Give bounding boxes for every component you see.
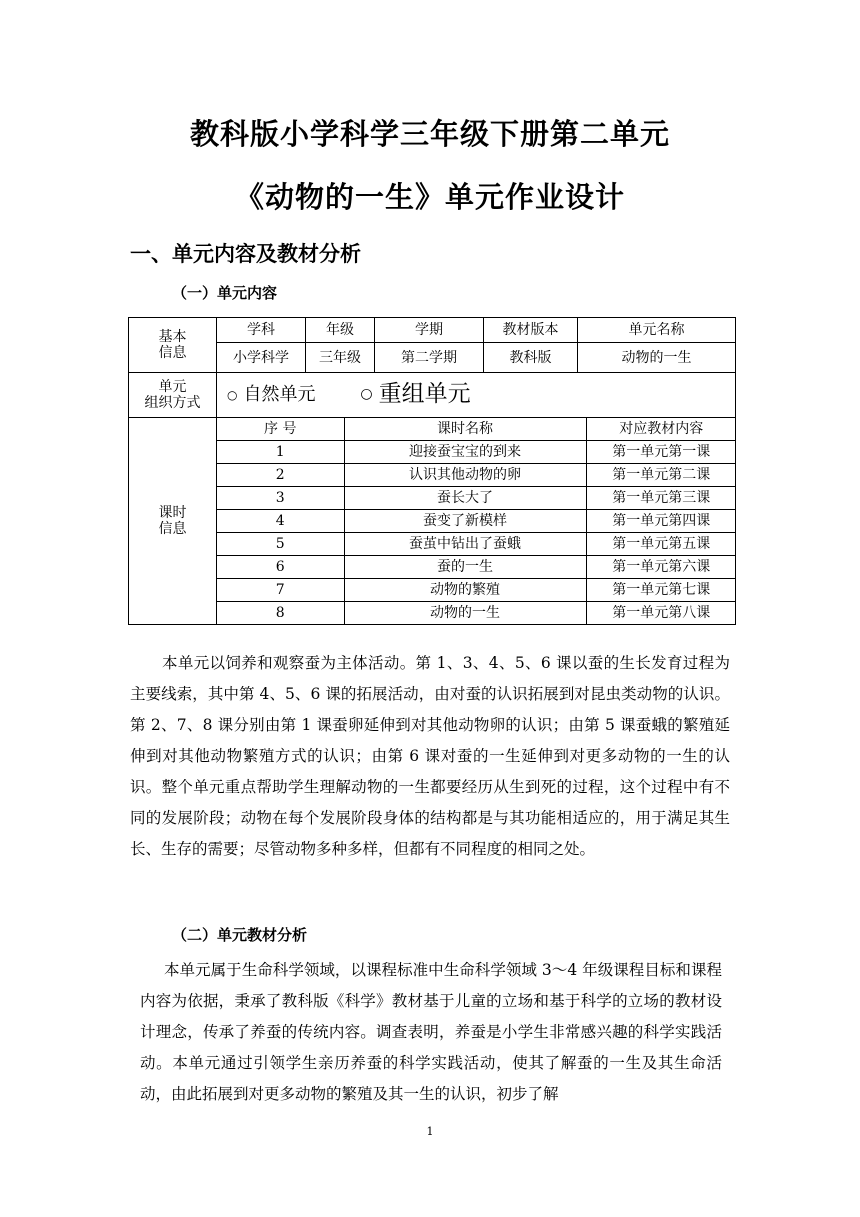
- document-title-line2: 《动物的一生》单元作业设计: [234, 180, 625, 214]
- lesson-name: 迎接蚕宝宝的到来: [344, 441, 586, 464]
- lesson-name: 动物的一生: [344, 602, 586, 625]
- document-title-line1: 教科版小学科学三年级下册第二单元: [189, 117, 670, 151]
- basic-info-label: 基本 信息: [129, 318, 217, 373]
- lesson-content: 第一单元第七课: [586, 579, 736, 602]
- header-grade: 年级: [306, 318, 375, 343]
- lesson-content: 第一单元第四课: [586, 510, 736, 533]
- lesson-number: 5: [217, 533, 344, 556]
- lesson-number: 1: [217, 441, 344, 464]
- value-grade: 三年级: [306, 343, 375, 373]
- value-unit-name: 动物的一生: [578, 343, 736, 373]
- lesson-number: 4: [217, 510, 344, 533]
- value-semester: 第二学期: [375, 343, 484, 373]
- lesson-header-number: 序 号: [217, 418, 344, 441]
- lesson-content: 第一单元第六课: [586, 556, 736, 579]
- lesson-number: 3: [217, 487, 344, 510]
- table-row: [217, 464, 736, 487]
- natural-unit-option[interactable]: ○ 自然单元: [227, 383, 316, 405]
- header-unit-name: 单元名称: [578, 318, 736, 343]
- value-subject: 小学科学: [217, 343, 306, 373]
- lesson-name: 蚕长大了: [344, 487, 586, 510]
- radio-selected-icon: ○: [360, 385, 373, 402]
- unit-content-paragraph: 本单元以饲养和观察蚕为主体活动。第 1、3、4、5、6 课以蚕的生长发育过程为主要线索，其中第 4、5、6 课的拓展活动，由对蚕的认识拓展到对昆虫类动物的认识。第 2、7、8 课分别由第 1 课蚕卵延伸到对其他动物卵的认识；由第 5 课蚕蛾的繁殖延伸到对其他动物繁殖方式的认识；由第 6 课对蚕的一生延伸到对更多动物的一生的认识。整个单元重点帮助学生理解动物的一生都要经历从生到死的过程，这个过程中有不同的发展阶段；动物在每个发展阶段身体的结构都是与其功能相适应的，用于满足其生长、生存的需要；尽管动物多种多样，但都有不同程度的相同之处。: [130, 654, 730, 858]
- lesson-name: 蚕变了新模样: [344, 510, 586, 533]
- lesson-name: 动物的繁殖: [344, 579, 586, 602]
- textbook-analysis-paragraph: 本单元属于生命科学领域，以课程标准中生命科学领域 3～4 年级课程目标和课程内容为依据，秉承了教科版《科学》教材基于儿童的立场和基于科学的立场的教材设计理念，传承了养蚕的传统内容。调查表明，养蚕是小学生非常感兴趣的科学实践活动。本单元通过引领学生亲历养蚕的科学实践活动，使其了解蚕的一生及其生命活动，由此拓展到对更多动物的繁殖及其一生的认识，初步了解: [140, 961, 722, 1103]
- page-number: 1: [426, 1125, 434, 1138]
- subsection-heading-unit-content: （一）单元内容: [172, 284, 278, 302]
- lesson-name: 蚕的一生: [344, 556, 586, 579]
- lesson-content: 第一单元第五课: [586, 533, 736, 556]
- table-row: [217, 556, 736, 579]
- lesson-content: 第一单元第一课: [586, 441, 736, 464]
- unit-organization-options: [217, 373, 736, 418]
- unit-info-table: [128, 317, 736, 625]
- lesson-number: 6: [217, 556, 344, 579]
- lesson-content: 第一单元第三课: [586, 487, 736, 510]
- lesson-header-content: 对应教材内容: [586, 418, 736, 441]
- table-row: [217, 533, 736, 556]
- lesson-content: 第一单元第二课: [586, 464, 736, 487]
- lesson-name: 认识其他动物的卵: [344, 464, 586, 487]
- table-row: [217, 579, 736, 602]
- lesson-list-table: [217, 418, 736, 624]
- lesson-content: 第一单元第八课: [586, 602, 736, 625]
- lesson-number: 7: [217, 579, 344, 602]
- header-textbook-edition: 教材版本: [484, 318, 578, 343]
- table-row: [217, 441, 736, 464]
- header-subject: 学科: [217, 318, 306, 343]
- restructured-unit-option[interactable]: ○ 重组单元: [360, 380, 471, 407]
- lesson-header-row: [217, 418, 736, 441]
- table-row: [217, 510, 736, 533]
- subsection-heading-textbook-analysis: （二）单元教材分析: [172, 926, 308, 944]
- value-textbook-edition: 教科版: [484, 343, 578, 373]
- lesson-name: 蚕茧中钻出了蚕蛾: [344, 533, 586, 556]
- header-semester: 学期: [375, 318, 484, 343]
- lesson-number: 2: [217, 464, 344, 487]
- lesson-info-label: 课时 信息: [129, 418, 217, 625]
- unit-organization-label: 单元 组织方式: [129, 373, 217, 418]
- table-row: [217, 602, 736, 625]
- lesson-number: 8: [275, 605, 285, 621]
- radio-unselected-icon: ○: [227, 387, 238, 402]
- lesson-header-name: 课时名称: [344, 418, 586, 441]
- section-heading-unit-content: 一、单元内容及教材分析: [130, 242, 361, 266]
- table-row: [217, 487, 736, 510]
